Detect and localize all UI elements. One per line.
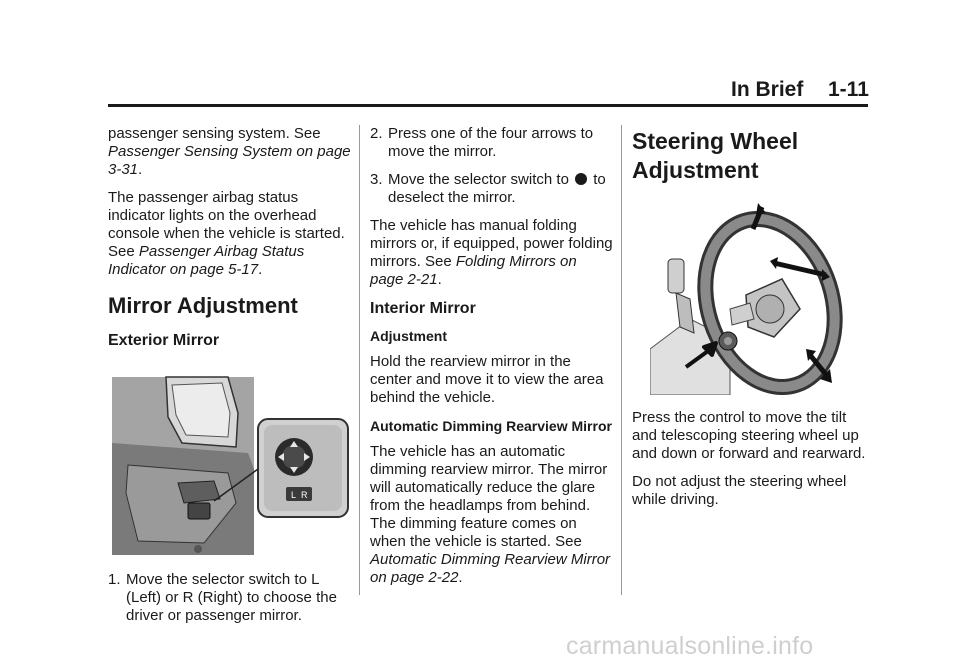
- paragraph-steering-control: Press the control to move the tilt and telescoping steering wheel up and down or forward and rearward.: [632, 409, 866, 462]
- paragraph-adjustment: Hold the rearview mirror in the center and move it to view the area behind the vehicle.: [370, 353, 604, 406]
- label-left: L: [291, 490, 297, 500]
- label-right: R: [301, 490, 308, 500]
- page-number: 1-11: [828, 78, 869, 101]
- heading-auto-dimming: Automatic Dimming Rearview Mirror: [370, 418, 612, 434]
- heading-exterior-mirror: Exterior Mirror: [108, 332, 220, 349]
- paragraph-folding-mirrors: The vehicle has manual folding mirrors or, if equipped, power folding mirrors. See Folding Mirrors on page 2-21.: [370, 217, 613, 288]
- step-1: 1. Move the selector switch to L (Left) or R (Right) to choose the driver or passenger mirror.: [108, 571, 337, 624]
- steering-wheel-adjust-illustration: [650, 199, 850, 395]
- heading-mirror-adjustment: Mirror Adjustment: [108, 293, 298, 318]
- mirror-control-illustration: [108, 373, 352, 559]
- column-3: [632, 125, 872, 519]
- paragraph-steering-warning: Do not adjust the steering wheel while driving.: [632, 473, 847, 508]
- step-3: 3. Move the selector switch to to deselect the mirror.: [370, 171, 606, 206]
- column-2: [370, 125, 614, 597]
- cross-reference-link[interactable]: Folding Mirrors on page 2-21: [370, 253, 577, 288]
- watermark: carmanualsonline.info: [566, 632, 814, 660]
- step-2: 2. Press one of the four arrows to move the mirror.: [370, 125, 594, 160]
- paragraph-airbag-status: The passenger airbag status indicator lights on the overhead console when the vehicle is started. See Passenger Airbag Status Indicator on page 5-17.: [108, 189, 345, 278]
- section-title: In Brief: [731, 78, 804, 101]
- heading-steering-wheel: Steering Wheel Adjustment: [632, 128, 799, 183]
- column-divider-2: [621, 125, 622, 595]
- paragraph-passenger-sensing: passenger sensing system. See Passenger Sensing System on page 3-31.: [108, 125, 351, 178]
- cross-reference-link[interactable]: Passenger Sensing System on page 3-31: [108, 143, 351, 178]
- cross-reference-link[interactable]: Automatic Dimming Rearview Mirror on page 2-22: [370, 551, 611, 586]
- cross-reference-link[interactable]: Passenger Airbag Status Indicator on page 5-17: [108, 243, 305, 278]
- selector-center-dot-icon: [575, 173, 587, 185]
- header-rule: [108, 104, 868, 107]
- heading-interior-mirror: Interior Mirror: [370, 300, 476, 317]
- column-divider-1: [359, 125, 360, 595]
- column-1: [108, 125, 352, 635]
- paragraph-auto-dimming: The vehicle has an automatic dimming rearview mirror. The mirror will automatically reduce the glare from the headlamps from behind. The dimming feature comes on when the vehicle is started. See Automatic Dimming Rearview Mirror on page 2-22.: [370, 443, 611, 586]
- heading-adjustment: Adjustment: [370, 328, 447, 344]
